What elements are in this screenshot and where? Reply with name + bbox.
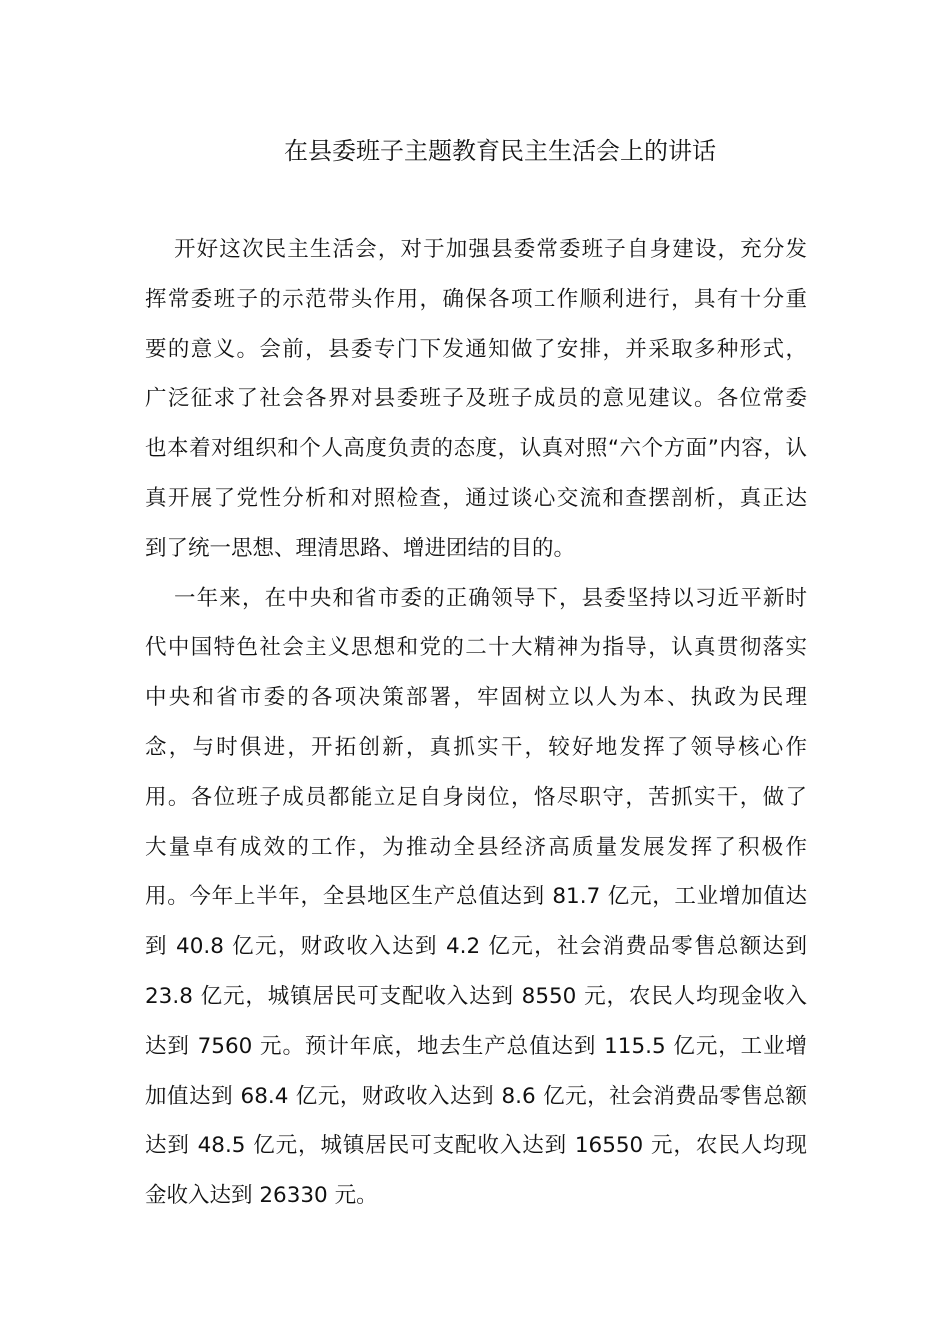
paragraph-line: 要的意义。会前，县委专门下发通知做了安排，并采取多种形式， <box>145 336 807 362</box>
paragraph-line: 真开展了党性分析和对照检查，通过谈心交流和查摆剖析，真正达 <box>145 485 807 511</box>
paragraph-line: 达到 7560 元。预计年底，地去生产总值达到 115.5 亿元，工业增 <box>145 1033 807 1059</box>
document-body <box>145 232 807 1228</box>
paragraph-line: 开好这次民主生活会，对于加强县委常委班子自身建设，充分发 <box>174 237 807 262</box>
paragraph-line: 一年来，在中央和省市委的正确领导下，县委坚持以习近平新时 <box>174 585 807 611</box>
document-title: 在县委班子主题教育民主生活会上的讲话 <box>284 137 716 165</box>
paragraph-line: 念，与时俱进，开拓创新，真抓实干，较好地发挥了领导核心作 <box>145 734 807 760</box>
paragraph-2 <box>145 581 807 1228</box>
paragraph-line: 达到 48.5 亿元，城镇居民可支配收入达到 16550 元，农民人均现 <box>145 1133 807 1159</box>
paragraph-line: 金收入达到 26330 元。 <box>145 1183 378 1209</box>
paragraph-line: 广泛征求了社会各界对县委班子及班子成员的意见建议。各位常委 <box>145 386 807 412</box>
paragraph-line: 也本着对组织和个人高度负责的态度，认真对照“六个方面”内容，认 <box>145 436 807 462</box>
paragraph-line: 代中国特色社会主义思想和党的二十大精神为指导，认真贯彻落实 <box>145 635 807 661</box>
paragraph-1 <box>145 232 807 581</box>
paragraph-line: 用。各位班子成员都能立足自身岗位，恪尽职守，苦抓实干，做了 <box>145 784 807 810</box>
paragraph-line: 加值达到 68.4 亿元，财政收入达到 8.6 亿元，社会消费品零售总额 <box>145 1083 807 1109</box>
paragraph-line: 用。今年上半年，全县地区生产总值达到 81.7 亿元，工业增加值达 <box>145 884 807 910</box>
paragraph-line: 挥常委班子的示范带头作用，确保各项工作顺利进行，具有十分重 <box>145 286 807 312</box>
paragraph-line: 大量卓有成效的工作，为推动全县经济高质量发展发挥了积极作 <box>145 834 807 860</box>
paragraph-line: 到了统一思想、理清思路、增进团结的目的。 <box>145 535 576 561</box>
paragraph-line: 中央和省市委的各项决策部署，牢固树立以人为本、执政为民理 <box>145 685 807 711</box>
paragraph-line: 到 40.8 亿元，财政收入达到 4.2 亿元，社会消费品零售总额达到 <box>145 934 807 960</box>
paragraph-line: 23.8 亿元，城镇居民可支配收入达到 8550 元，农民人均现金收入 <box>145 983 807 1009</box>
